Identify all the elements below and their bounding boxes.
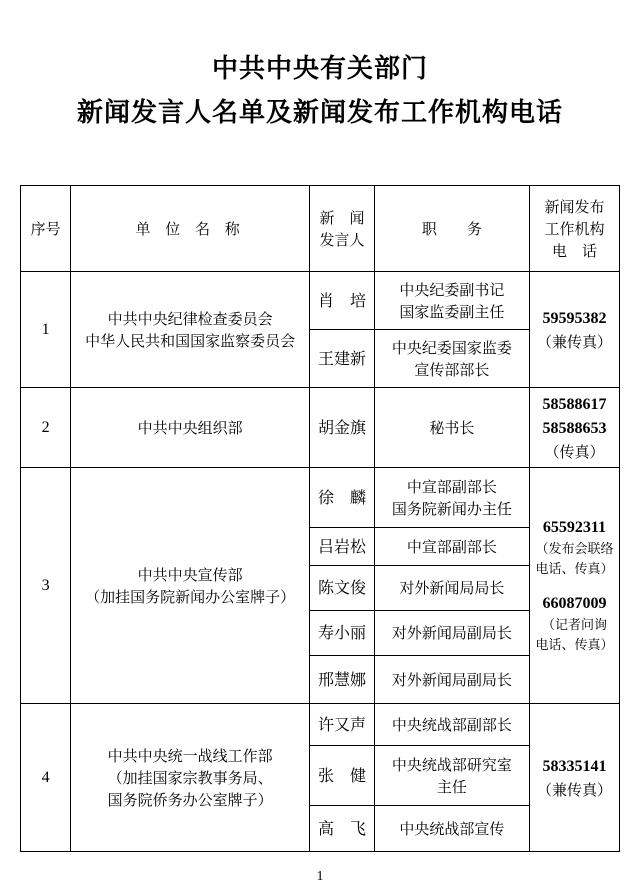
unit-name-line: 中共中央统一战线工作部 bbox=[107, 746, 273, 765]
position-line: 中宣部副部长 bbox=[406, 537, 497, 556]
phone-number: 65592311 bbox=[542, 518, 607, 536]
phone-note: （发布会联络 bbox=[535, 541, 614, 557]
position-line: 国家监委副主任 bbox=[399, 302, 505, 321]
spokesperson-table bbox=[20, 185, 620, 852]
document-title-line-2: 新闻发言人名单及新闻发布工作机构电话 bbox=[76, 98, 563, 128]
spokesperson-name: 徐 麟 bbox=[310, 468, 375, 528]
position-line: 中央统战部宣传 bbox=[399, 819, 505, 838]
spokesperson-position bbox=[374, 656, 529, 704]
position-line: 对外新闻局副局长 bbox=[391, 670, 512, 689]
phone-number: 66087009 bbox=[542, 594, 607, 612]
spokesperson-position bbox=[374, 611, 529, 656]
unit-name-line: 国务院侨务办公室牌子） bbox=[107, 790, 273, 809]
phone-note: 电话、传真） bbox=[535, 637, 614, 653]
spokesperson-name: 胡金旗 bbox=[310, 388, 375, 468]
position-line: 中央纪委国家监委 bbox=[391, 338, 512, 357]
position-line: 中央统战部研究室 bbox=[391, 755, 512, 774]
table-row bbox=[21, 704, 620, 746]
entry-seq: 1 bbox=[21, 272, 71, 388]
unit-name-line: 中华人民共和国国家监察委员会 bbox=[85, 331, 296, 350]
unit-name-line: （加挂国家宗教事务局、 bbox=[107, 768, 273, 787]
header-unit-name: 单 位 名 称 bbox=[71, 186, 310, 272]
spokesperson-position bbox=[374, 272, 529, 330]
spokesperson-position bbox=[374, 806, 529, 852]
phone-cell bbox=[529, 388, 619, 468]
position-line: 主任 bbox=[436, 777, 467, 796]
entry-unit-name bbox=[71, 272, 310, 388]
entry-seq: 3 bbox=[21, 468, 71, 704]
phone-cell bbox=[529, 272, 619, 388]
header-spokesperson bbox=[310, 186, 375, 272]
table-row bbox=[21, 388, 620, 468]
spokesperson-name: 邢慧娜 bbox=[310, 656, 375, 704]
spokesperson-name: 寿小丽 bbox=[310, 611, 375, 656]
document-title-line-1: 中共中央有关部门 bbox=[211, 54, 428, 84]
header-spokesperson-line-1: 新 闻 bbox=[319, 208, 365, 227]
spokesperson-name: 张 健 bbox=[310, 746, 375, 806]
header-phone-line-3: 电 话 bbox=[551, 241, 597, 260]
position-line: 中宣部副部长 bbox=[406, 477, 497, 496]
position-line: 对外新闻局副局长 bbox=[391, 624, 512, 642]
phone-number: 58588617 bbox=[542, 395, 607, 413]
spokesperson-name: 高 飞 bbox=[310, 806, 375, 852]
header-phone-line-1: 新闻发布 bbox=[544, 197, 605, 216]
spokesperson-position bbox=[374, 468, 529, 528]
phone-gap bbox=[532, 580, 617, 592]
unit-name-line: 中共中央组织部 bbox=[137, 418, 243, 437]
spokesperson-position bbox=[374, 566, 529, 611]
table-row bbox=[21, 272, 620, 330]
spokesperson-position bbox=[374, 388, 529, 468]
table-row bbox=[21, 468, 620, 528]
phone-note: 电话、传真） bbox=[535, 561, 614, 577]
unit-name-line: 中共中央纪律检查委员会 bbox=[107, 309, 273, 328]
entry-unit-name bbox=[71, 468, 310, 704]
header-phone-line-2: 工作机构 bbox=[544, 219, 605, 238]
spokesperson-name: 吕岩松 bbox=[310, 528, 375, 566]
phone-note: （记者问询 bbox=[541, 617, 607, 633]
spokesperson-position bbox=[374, 330, 529, 388]
table-header-row bbox=[21, 186, 620, 272]
phone-note: （兼传真） bbox=[536, 332, 612, 351]
entry-unit-name bbox=[71, 704, 310, 852]
phone-note: （传真） bbox=[544, 442, 605, 461]
phone-number: 58588653 bbox=[542, 419, 607, 437]
header-spokesperson-line-2: 发言人 bbox=[319, 230, 365, 249]
phone-number: 59595382 bbox=[542, 309, 607, 327]
spokesperson-position bbox=[374, 704, 529, 746]
entry-seq: 4 bbox=[21, 704, 71, 852]
header-position: 职 务 bbox=[374, 186, 529, 272]
page-number: 1 bbox=[316, 869, 324, 884]
spokesperson-name: 王建新 bbox=[310, 330, 375, 388]
phone-cell bbox=[529, 468, 619, 704]
spokesperson-name: 许又声 bbox=[310, 704, 375, 746]
spokesperson-name: 肖 培 bbox=[310, 272, 375, 330]
position-line: 秘书长 bbox=[429, 418, 475, 437]
unit-name-line: 中共中央宣传部 bbox=[137, 565, 243, 584]
header-phone bbox=[529, 186, 619, 272]
spokesperson-name: 陈文俊 bbox=[310, 566, 375, 611]
entry-seq: 2 bbox=[21, 388, 71, 468]
unit-name-line: （加挂国务院新闻办公室牌子） bbox=[85, 587, 296, 606]
position-line: 对外新闻局局长 bbox=[399, 579, 505, 597]
position-line: 中央纪委副书记 bbox=[399, 280, 505, 299]
phone-cell bbox=[529, 704, 619, 852]
position-line: 宣传部部长 bbox=[414, 360, 490, 379]
entry-unit-name bbox=[71, 388, 310, 468]
spokesperson-position bbox=[374, 528, 529, 566]
position-line: 中央统战部副部长 bbox=[391, 715, 512, 734]
phone-note: （兼传真） bbox=[536, 780, 612, 799]
header-seq: 序号 bbox=[21, 186, 71, 272]
phone-number: 58335141 bbox=[542, 757, 607, 775]
spokesperson-position bbox=[374, 746, 529, 806]
position-line: 国务院新闻办主任 bbox=[391, 499, 512, 518]
